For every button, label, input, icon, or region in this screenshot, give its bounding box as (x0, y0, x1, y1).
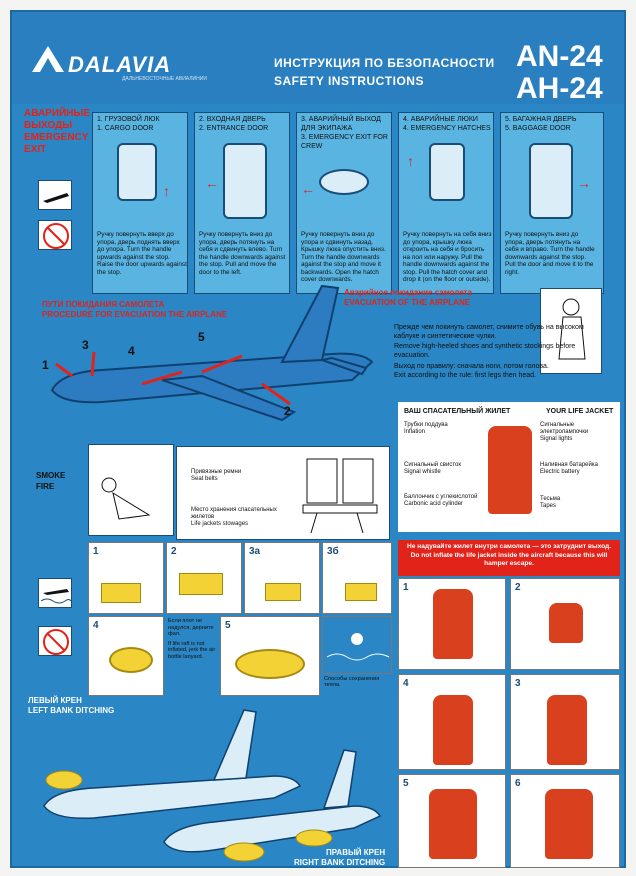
raft-pack-icon (345, 583, 377, 601)
evacuation-airplane-diagram (32, 280, 392, 440)
exit-number-4: 4 (128, 344, 135, 358)
life-jacket-icon (547, 695, 587, 765)
vest-step-4 (398, 674, 506, 770)
life-jacket-title-ru: ВАШ СПАСАТЕЛЬНЫЙ ЖИЛЕТ (404, 408, 511, 415)
arrow-up-icon: ↑ (163, 183, 170, 199)
right-bank-label (294, 848, 385, 868)
step-number: 1 (403, 582, 409, 593)
item-ru: Баллончик с углекислотой (404, 494, 478, 500)
vest-item-battery (540, 462, 618, 476)
exit-panel-cargo-door (92, 112, 188, 294)
left-bank-ru: ЛЕВЫЙ КРЕН (28, 696, 82, 705)
ditching-step-3a (244, 542, 320, 614)
raft-pack-icon (265, 583, 301, 601)
hatch-illustration (429, 143, 465, 201)
evac-text-ru1: Прежде чем покинуть самолет, снимите обувь на высоком каблуке и синтетические чулки. (394, 324, 584, 340)
step-number: 3a (249, 546, 261, 557)
no-inflate-inside-icon (38, 626, 72, 656)
item-ru: Сигнальный свисток (404, 462, 461, 468)
note-en: If life raft is not inflated, jerk the air bottle lanyard. (168, 640, 216, 660)
raft-pack-icon (179, 573, 223, 595)
vest-step-6 (510, 774, 620, 868)
panel-heading: 2. ВХОДНАЯ ДВЕРЬ 2. ENTRANCE DOOR (199, 116, 269, 132)
arrow-left-icon: ← (301, 181, 315, 197)
exit-number-1: 1 (42, 358, 49, 372)
step-number: 6 (515, 778, 521, 789)
step-number: 1 (93, 546, 99, 557)
panel-heading: 5. БАГАЖНАЯ ДВЕРЬ 5. BAGGAGE DOOR (505, 116, 577, 132)
no-smoking-icon (38, 220, 72, 250)
model-latin: AN-24 (516, 40, 603, 73)
life-jacket-icon (429, 789, 477, 859)
item-ru: Трубки поддува (404, 422, 448, 428)
arrow-left-icon: ← (205, 175, 219, 191)
exit-number-3: 3 (82, 338, 89, 352)
life-jacket-icon (549, 603, 583, 643)
panel-body: Ручку повернуть вверх до упора, дверь поднять вверх до упора. Turn the handle upwards against the stop. Raise the door upwards against the stop. (97, 231, 187, 276)
seat-belt-stowage-panel (176, 446, 390, 540)
life-jacket-icon (433, 589, 473, 659)
left-bank-en: LEFT BANK DITCHING (28, 706, 115, 715)
right-bank-ru: ПРАВЫЙ КРЕН (326, 848, 386, 857)
exits-label-ru: АВАРИЙНЫЕ ВЫХОДЫ (24, 108, 90, 131)
evacuation-instructions (394, 324, 604, 381)
exit-number-5: 5 (198, 330, 205, 344)
title-english: SAFETY INSTRUCTIONS (274, 74, 424, 88)
warning-en: Do not inflate the life jacket inside the aircraft because this will hamper escape. (410, 551, 608, 568)
belts-ru: Привязные ремни (191, 469, 242, 475)
safety-card (10, 10, 626, 868)
stow-ru: Место хранения спасательных жилетов (191, 507, 277, 520)
step-number: 3 (515, 678, 521, 689)
step-number: 4 (403, 678, 409, 689)
warning-ru: Не надувайте жилет внутри самолета — это затруднит выход. (406, 543, 612, 550)
ditching-step-5 (220, 616, 320, 696)
panel-body: Ручку повернуть на себя вниз до упора, крышку люка откроить на себя и бросить на пол или наружу. Pull the handle downwards against the stop. Pull the hatch cover and drop it (on the floor or outside). (403, 231, 492, 283)
vest-item-inflation (404, 422, 482, 436)
step-number: 4 (93, 620, 99, 631)
vest-step-5 (398, 774, 506, 868)
airplane-water-icon (38, 578, 72, 608)
step-number: 5 (403, 778, 409, 789)
item-ru: Наливная батарейка (540, 462, 598, 468)
panel-body: Ручку повернуть вниз до упора, дверь потянуть на себя и сдвинуть влево. Turn the handle downwards against the stop. Pull and move the door to the left. (199, 231, 286, 276)
evac2-title-ru: Аварийное покидание самолета (344, 288, 472, 297)
fire-label: FIRE (36, 482, 55, 491)
right-bank-en: RIGHT BANK DITCHING (294, 858, 386, 867)
vest-step-2 (510, 578, 620, 670)
exits-label-en: EMERGENCY EXIT (24, 132, 89, 155)
vest-item-whistle (404, 462, 482, 476)
airplane-land-icon (38, 180, 72, 210)
inflated-raft-icon (109, 647, 153, 673)
keep-warm-illustration (322, 616, 392, 674)
panel-heading: 4. АВАРИЙНЫЕ ЛЮКИ 4. EMERGENCY HATCHES (403, 116, 491, 132)
step-number: 3б (327, 546, 339, 557)
life-jacket-icon (433, 695, 473, 765)
item-ru: Тесьма (540, 496, 561, 502)
baggage-door-illustration (529, 143, 573, 219)
exit-panel-emergency-hatches (398, 112, 494, 294)
item-en: Signal whistle (404, 469, 441, 475)
exit-panel-baggage-door (500, 112, 604, 294)
do-not-inflate-warning (398, 540, 620, 576)
entrance-door-illustration (223, 143, 267, 219)
seat-icon (297, 453, 387, 537)
smoke-fire-label (36, 470, 65, 492)
note-ru: Если плот не надулся, дерните фал. (168, 618, 214, 638)
exit-panel-crew-exit (296, 112, 392, 294)
smoke-crawl-illustration (88, 444, 174, 536)
panel-heading: 1. ГРУЗОВОЙ ЛЮК 1. CARGO DOOR (97, 116, 160, 132)
life-jacket-icon (488, 426, 532, 514)
raft-pack-icon (101, 583, 141, 603)
ditching-step-2 (166, 542, 242, 614)
vest-item-cylinder (404, 494, 486, 508)
life-jacket-title-en: YOUR LIFE JACKET (546, 408, 614, 415)
card-header (12, 12, 624, 104)
bank-ditching-diagram (24, 706, 394, 868)
panel-heading: 3. АВАРИЙНЫЙ ВЫХОД ДЛЯ ЭКИПАЖА 3. EMERGENCY EXIT FOR CREW (301, 116, 388, 150)
step-number: 2 (171, 546, 177, 557)
life-jacket-stowage-label (191, 507, 281, 528)
belts-en: Seat belts (191, 476, 218, 482)
ditching-step-3b (322, 542, 392, 614)
vest-step-3 (510, 674, 620, 770)
step-number: 5 (225, 620, 231, 631)
arrow-right-icon: → (577, 175, 591, 191)
panel-body: Ручку повернуть вниз до упора, дверь потянуть на себя и вправо. Turn the handle downwards against the stop. Pull the door and move it to the right. (505, 231, 595, 276)
evac-title-en: PROCEDURE FOR EVACUATION THE AIRPLANE (42, 310, 228, 319)
raft-note (168, 618, 218, 661)
vest-item-tapes (540, 496, 618, 510)
airline-subtitle: ДАЛЬНЕВОСТОЧНЫЕ АВИАЛИНИИ (122, 76, 207, 82)
item-ru: Сигнальные электролампочки (540, 422, 589, 435)
item-en: Signal lights (540, 436, 573, 442)
life-jacket-diagram (398, 402, 620, 532)
step-number: 2 (515, 582, 521, 593)
smoke-label: SMOKE (36, 471, 66, 480)
vest-step-1 (398, 578, 506, 670)
vest-item-lights (540, 422, 618, 443)
exit-number-2: 2 (284, 404, 291, 418)
model-cyrillic: АН-24 (516, 72, 603, 105)
airline-logo-icon (30, 42, 66, 76)
evac-text-en2: Exit according to the rule: first legs then head. (394, 371, 537, 379)
title-russian: ИНСТРУКЦИЯ ПО БЕЗОПАСНОСТИ (274, 56, 495, 70)
keep-warm-label: Способы сохранения тепла. (324, 676, 380, 688)
crew-hatch-illustration (319, 169, 369, 195)
cargo-door-illustration (117, 143, 157, 201)
stow-en: Life jackets stowages (191, 521, 249, 527)
item-en: Carbonic acid cylinder (404, 501, 464, 507)
raft-with-people-icon (235, 649, 305, 679)
airline-logo: DALAVIA (68, 52, 172, 77)
arrow-up-icon: ↑ (407, 153, 414, 169)
evac2-title-en: EVACUATION OF THE AIRPLANE (344, 298, 471, 307)
item-en: Electric battery (540, 469, 580, 475)
exit-panel-entrance-door (194, 112, 290, 294)
item-en: Tapes (540, 503, 557, 509)
life-jacket-icon (545, 789, 593, 859)
item-en: Inflation (404, 429, 426, 435)
evac-text-en1: Remove high-heeled shoes and synthetic stockings before evacuation. (394, 343, 576, 359)
evac-text-ru2: Выход по правилу: сначала ноги, потом голова. (394, 363, 549, 371)
ditching-step-4 (88, 616, 164, 696)
evac-title-ru: ПУТИ ПОКИДАНИЯ САМОЛЕТА (42, 300, 165, 309)
panel-body: Ручку повернуть вниз до упора и сдвинуть назад. Крышку люка опустить вниз. Turn the handle downwards against the stop and move it backwards. Open the hatch cover downwards. (301, 231, 386, 283)
ditching-step-1 (88, 542, 164, 614)
seat-belts-label (191, 469, 241, 483)
